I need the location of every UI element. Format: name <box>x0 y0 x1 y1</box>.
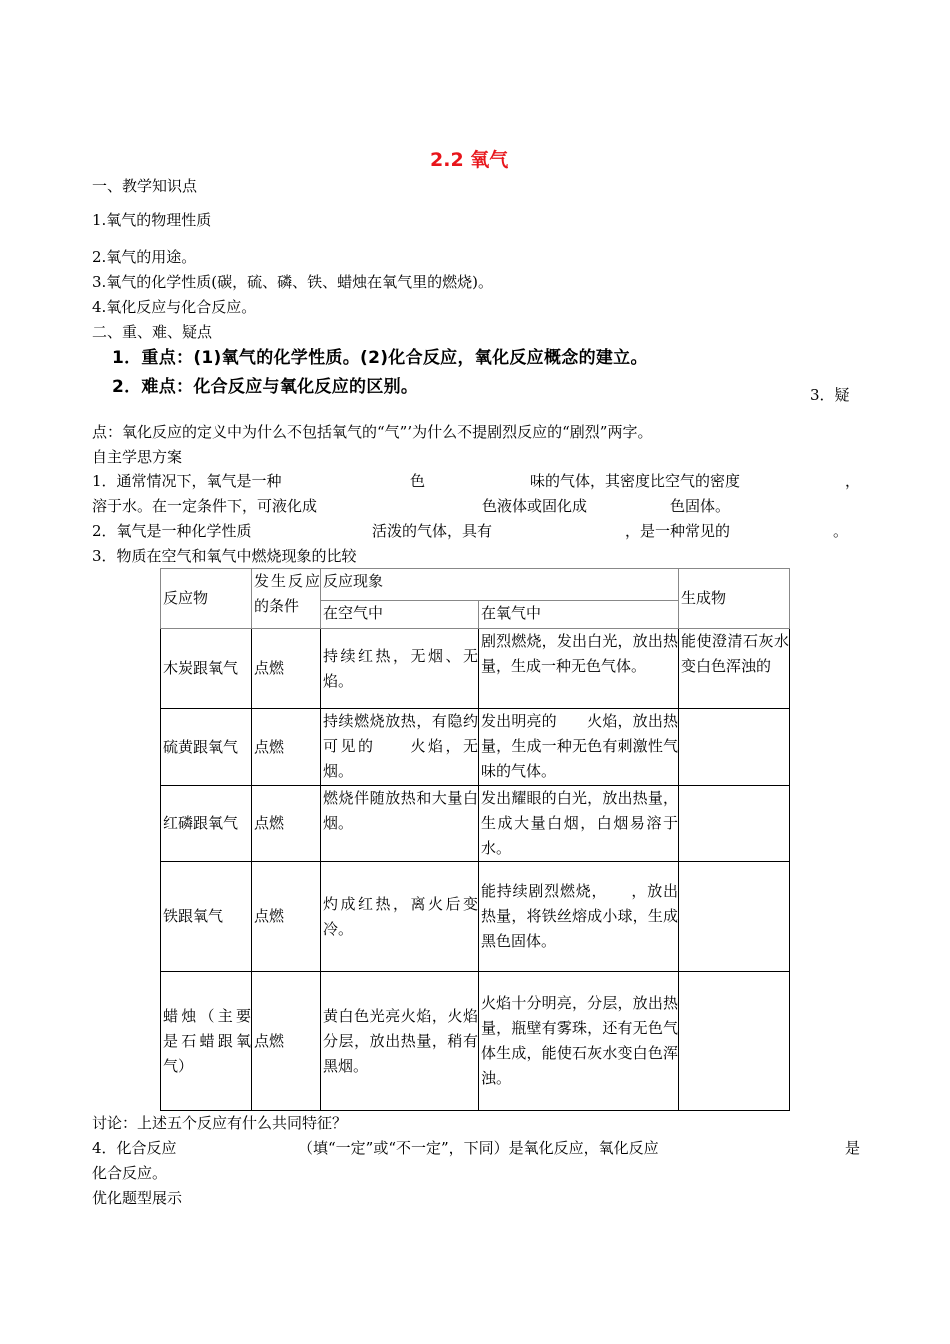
header-reactant: 反应物 <box>161 569 252 629</box>
cell-product <box>679 786 790 862</box>
q4-line2: 化合反应。 <box>92 1164 168 1182</box>
table-row <box>161 786 790 862</box>
cell-condition: 点燃 <box>252 629 321 709</box>
cell-oxygen: 发出耀眼的白光，放出热量，生成大量白烟，白烟易溶于水。 <box>479 786 679 862</box>
q2-part-1: 2．氧气是一种化学性质 <box>92 522 252 540</box>
table-row <box>161 709 790 786</box>
cell-condition: 点燃 <box>252 862 321 972</box>
closing-heading: 优化题型展示 <box>92 1189 183 1207</box>
knowledge-item-1: 1.氧气的物理性质 <box>92 211 212 229</box>
cell-oxygen: 能持续剧烈燃烧， ，放出热量，将铁丝熔成小球，生成黑色固体。 <box>479 862 679 972</box>
cell-condition: 点燃 <box>252 786 321 862</box>
table-row <box>161 862 790 972</box>
header-in-oxygen: 在氧气中 <box>479 601 679 629</box>
q1-part-2: 色 <box>410 472 426 490</box>
knowledge-item-4: 4.氧化反应与化合反应。 <box>92 298 257 316</box>
page-title: 2.2 氧气 <box>430 149 509 171</box>
header-product: 生成物 <box>679 569 790 629</box>
cell-product <box>679 709 790 786</box>
cell-reactant: 蜡烛（主要是石蜡跟氧气） <box>161 972 252 1111</box>
header-condition: 发生反应的条件 <box>252 569 321 629</box>
q1-line2-part-3: 色固体。 <box>670 497 731 515</box>
cell-air: 持续燃烧放热，有隐约可见的 火焰，无烟。 <box>321 709 479 786</box>
cell-product: 能使澄清石灰水变白色浑浊的 <box>679 629 790 709</box>
q1-part-4: ， <box>845 472 861 490</box>
cell-oxygen: 火焰十分明亮，分层，放出热量，瓶壁有雾珠，还有无色气体生成，能使石灰水变白色浑浊。 <box>479 972 679 1111</box>
cell-condition: 点燃 <box>252 709 321 786</box>
header-phenomenon: 反应现象 <box>321 569 679 601</box>
knowledge-item-3: 3.氧气的化学性质(碳，硫、磷、铁、蜡烛在氧气里的燃烧)。 <box>92 273 494 291</box>
cell-air: 黄白色光亮火焰，火焰分层，放出热量，稍有黑烟。 <box>321 972 479 1111</box>
q4-part-1: 4．化合反应 <box>92 1139 177 1157</box>
comparison-table <box>160 568 790 1111</box>
q2-part-4: 。 <box>833 522 849 540</box>
section2-heading: 二、重、难、疑点 <box>92 323 213 341</box>
cell-condition: 点燃 <box>252 972 321 1111</box>
cell-air: 持续红热，无烟、无焰。 <box>321 629 479 709</box>
q1-part-1: 1．通常情况下，氧气是一种 <box>92 472 282 490</box>
cell-product <box>679 862 790 972</box>
difficult-point: 2．难点：化合反应与氧化反应的区别。 <box>112 377 419 397</box>
q2-part-3: ，是一种常见的 <box>625 522 731 540</box>
cell-reactant: 铁跟氧气 <box>161 862 252 972</box>
q3-heading: 3．物质在空气和氧气中燃烧现象的比较 <box>92 547 357 565</box>
section1-heading: 一、教学知识点 <box>92 177 198 195</box>
q1-line2-part-1: 溶于水。在一定条件下，可液化成 <box>92 497 318 515</box>
self-study-heading: 自主学思方案 <box>92 448 183 466</box>
cell-reactant: 木炭跟氧气 <box>161 629 252 709</box>
table-row <box>161 629 790 709</box>
table-row <box>161 972 790 1111</box>
cell-air: 灼成红热，离火后变冷。 <box>321 862 479 972</box>
cell-oxygen: 发出明亮的 火焰，放出热量，生成一种无色有刺激性气味的气体。 <box>479 709 679 786</box>
cell-air: 燃烧伴随放热和大量白烟。 <box>321 786 479 862</box>
cell-product <box>679 972 790 1111</box>
discussion: 讨论：上述五个反应有什么共同特征？ <box>92 1114 348 1132</box>
q2-part-2: 活泼的气体，具有 <box>372 522 493 540</box>
doubt-prefix: 3．疑 <box>810 386 850 404</box>
q1-line2-part-2: 色液体或固化成 <box>482 497 588 515</box>
q4-part-2: （填“一定”或“不一定”，下同）是氧化反应，氧化反应 <box>298 1139 659 1157</box>
doubt-text: 点：氧化反应的定义中为什么不包括氧气的“气”’为什么不提剧烈反应的“剧烈”两字。 <box>92 423 653 441</box>
cell-reactant: 硫黄跟氧气 <box>161 709 252 786</box>
q1-part-3: 味的气体，其密度比空气的密度 <box>530 472 741 490</box>
header-in-air: 在空气中 <box>321 601 479 629</box>
q4-part-3: 是 <box>845 1139 861 1157</box>
cell-reactant: 红磷跟氧气 <box>161 786 252 862</box>
key-point: 1．重点：(1)氧气的化学性质。(2)化合反应，氧化反应概念的建立。 <box>112 348 648 368</box>
cell-oxygen: 剧烈燃烧，发出白光，放出热量，生成一种无色气体。 <box>479 629 679 709</box>
knowledge-item-2: 2.氧气的用途。 <box>92 248 197 266</box>
